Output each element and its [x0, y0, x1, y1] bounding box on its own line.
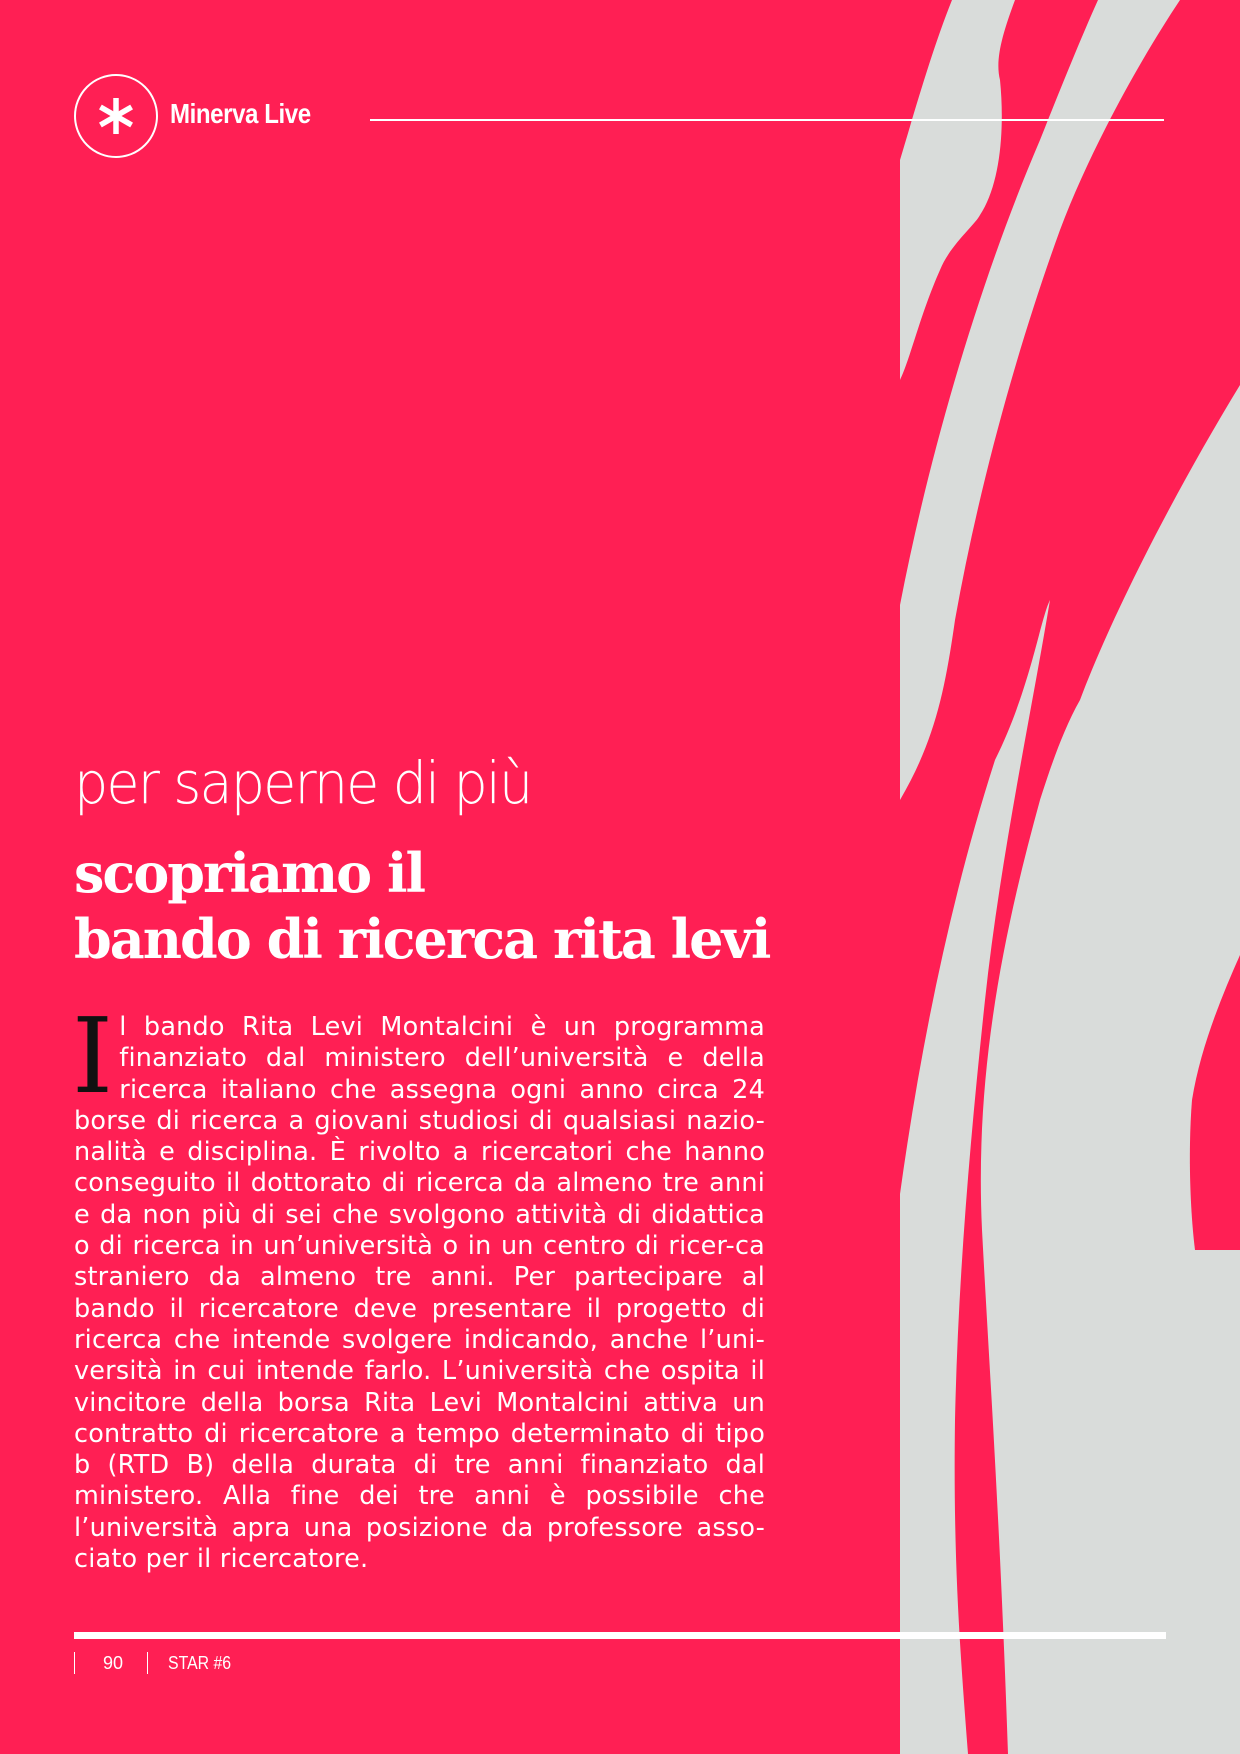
footer-separator — [74, 1652, 75, 1674]
article-body-text: l bando Rita Levi Montalcini è un programma finanziato dal ministero dell’università e della ricerca italiano che assegna ogni anno circa 24 borse di ricerca a giovani studiosi di qualsiasi nazio-nalità e disciplina. È rivolto a ricercatori che hanno conseguito il dottorato di ricerca da almeno tre anni e da non più di sei che svolgono attività di didattica o di ricerca in un’università o in un centro di ricer-ca straniero da almeno tre anni. Per partecipare al bando il ricercatore deve presentare il progetto di ricerca che intende svolgere indicando, anche l’uni-versità in cui intende farlo. L’università che ospita il vincitore della borsa Rita Levi Montalcini attiva un contratto di ricercatore a tempo determinato di tipo b (RTD B) della durata di tre anni finanziato dal ministero. Alla fine dei tre anni è possibile che l’università apra una posizione da professore asso-ciato per il ricercatore. — [74, 1012, 765, 1575]
section-label: Minerva Live — [170, 98, 311, 129]
issue-label: STAR #6 — [168, 1653, 232, 1673]
headline-line-2: bando di ricerca rita levi — [74, 907, 770, 971]
article-kicker: per saperne di più — [74, 749, 532, 817]
page-header — [74, 74, 1164, 158]
article-headline — [74, 840, 774, 972]
footer-rule — [74, 1632, 1166, 1639]
header-rule — [370, 119, 1164, 121]
footer-separator — [147, 1652, 148, 1674]
asterisk-icon — [94, 94, 138, 138]
article-body — [72, 995, 765, 1575]
headline-line-1: scopriamo il — [74, 841, 424, 905]
page-number: 90 — [103, 1653, 124, 1673]
drop-cap: I — [72, 995, 114, 1117]
section-logo — [74, 74, 158, 158]
